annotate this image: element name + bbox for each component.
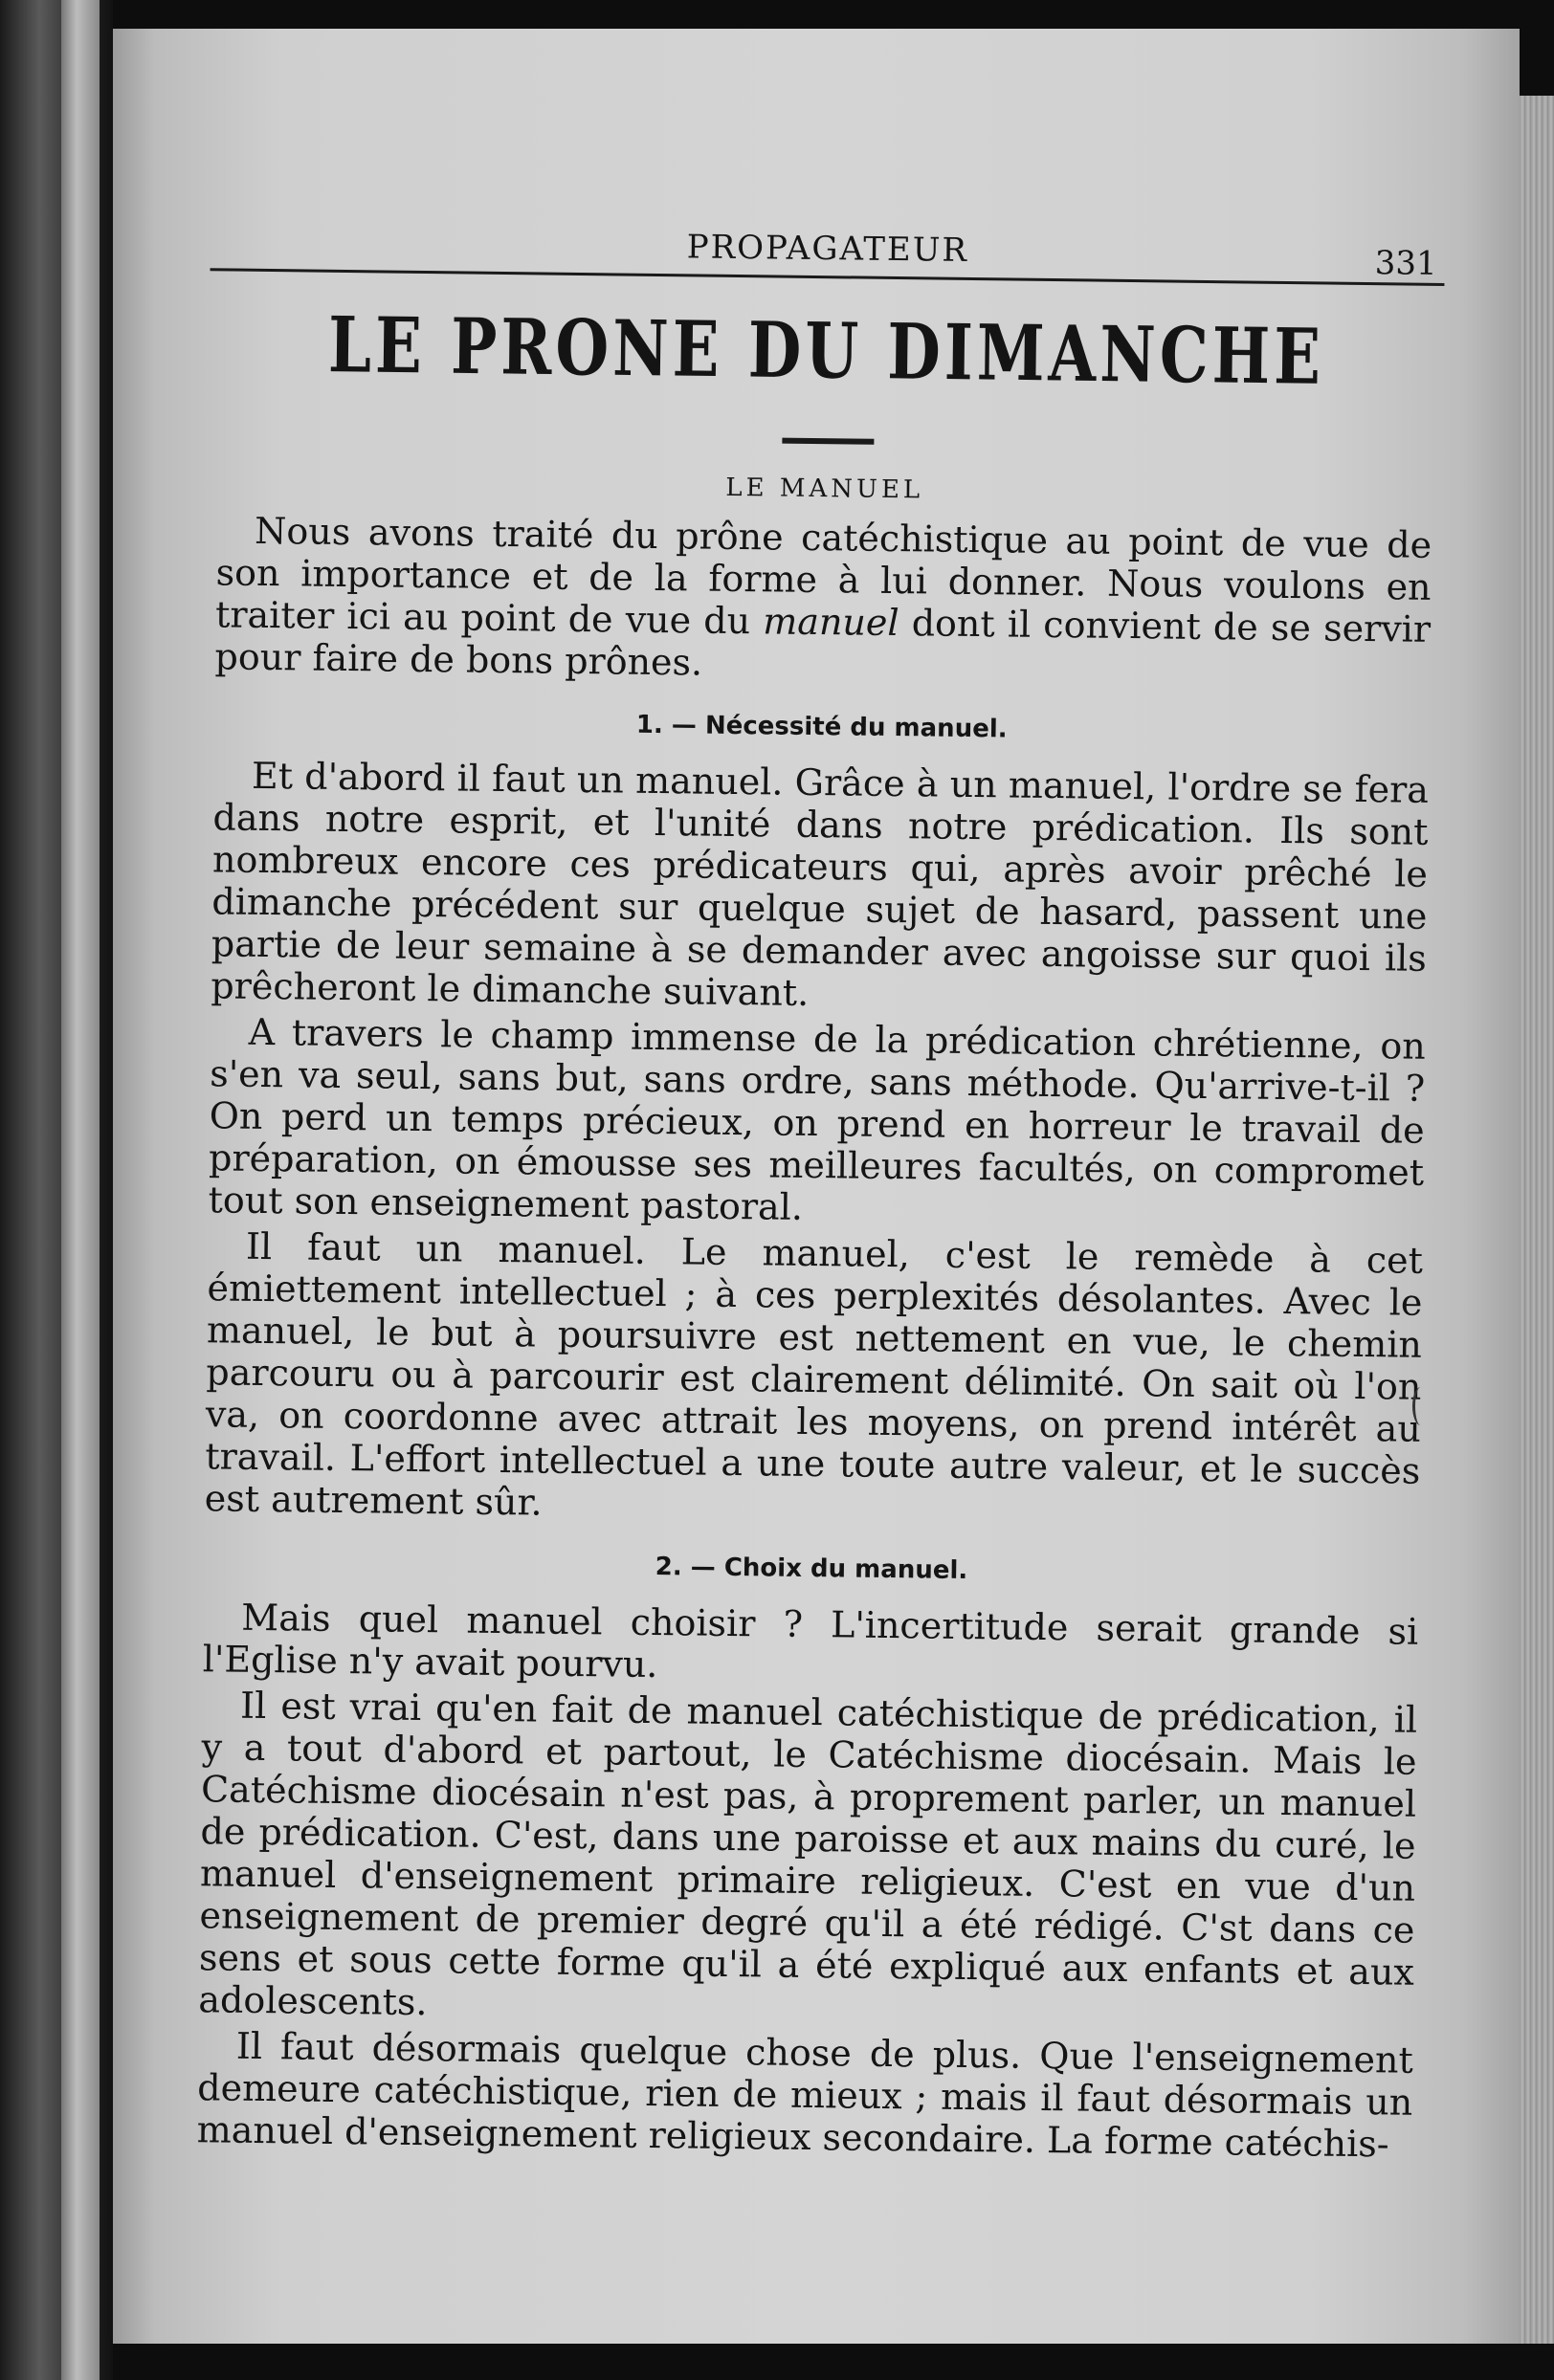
book-page [113, 29, 1520, 2344]
page-content [185, 21, 1447, 2351]
page-stack-edge [1520, 96, 1554, 2344]
paragraph: Et d'abord il faut un manuel. Grâce à un manuel, l'ordre se fera dans notre esprit, et l'unité dans notre prédication. Ils sont nombreux encore ces prédicateurs qui, après avoir prêché le dimanche précédent sur quelque sujet de hasard, passent une partie de leur semaine à se demander avec angoisse sur quoi ils prêcheront le dimanche suivant. [211, 754, 1430, 1014]
paragraph: Il faut un manuel. Le manuel, c'est le remède à cet émiettement intellectuel ; à ces perplexités désolantes. Avec le manuel, le but à poursuivre est nettement en vue, le chemin parcouru ou à parcourir est clairement délimité. On sait où l'on va, on coordonne avec attrait les moyens, on prend intérêt au travail. L'effort intellectuel a une toute autre valeur, et le succès est autrement sûr. [204, 1224, 1424, 1524]
emphasis-manuel: manuel [763, 600, 899, 645]
article-subtitle: LE MANUEL [725, 473, 924, 505]
section-heading-choix: 2. — Choix du manuel. [655, 1553, 968, 1586]
article-body [197, 509, 1432, 2165]
intro-paragraph: Nous avons traité du prône catéchistique au point de vue de son importance et de la forme à lui donner. Nous voulons en traiter ici au point de vue du manuel dont il convient de se servir pour faire de bons prônes. [214, 509, 1432, 684]
paragraph: Il faut désormais quelque chose de plus. Que l'enseignement demeure catéchistique, rien de mieux ; mais il faut désormais un manuel d'enseignement religieux secondaire. La forme catéchis- [196, 2024, 1414, 2166]
running-header [211, 210, 1446, 286]
paragraph: A travers le champ immense de la prédication chrétienne, on s'en va seul, sans but, sans ordre, sans méthode. Qu'arrive-t-il ? On perd un temps précieux, on prend en horreur le travail de préparation, on émousse ses meilleures facultés, on compromet tout son enseignement pastoral. [208, 1010, 1426, 1228]
paragraph: Mais quel manuel choisir ? L'incertitude serait grande si l'Eglise n'y avait pourvu. [202, 1596, 1419, 1686]
article-title: LE PRONE DU DIMANCHE [327, 300, 1325, 403]
margin-mark [1412, 1387, 1429, 1425]
page-number: 331 [1374, 244, 1437, 283]
paragraph: Il est vrai qu'en fait de manuel catéchistique de prédication, il y a tout d'abord et partout, le Catéchisme diocésain. Mais le Catéchisme diocésain n'est pas, à proprement parler, un manuel de prédication. C'est, dans une paroisse et aux mains du curé, le manuel d'enseignement primaire religieux. C'est en vue d'un enseignement de premier degré qu'il a été rédigé. C'st dans ce sens et sous cette forme qu'il a été expliqué aux enfants et aux adolescents. [198, 1684, 1418, 2024]
section-heading-necessite: 1. — Nécessité du manuel. [635, 710, 1008, 744]
title-rule [782, 438, 874, 445]
running-title: PROPAGATEUR [686, 228, 969, 270]
binding-gutter [61, 0, 100, 2380]
